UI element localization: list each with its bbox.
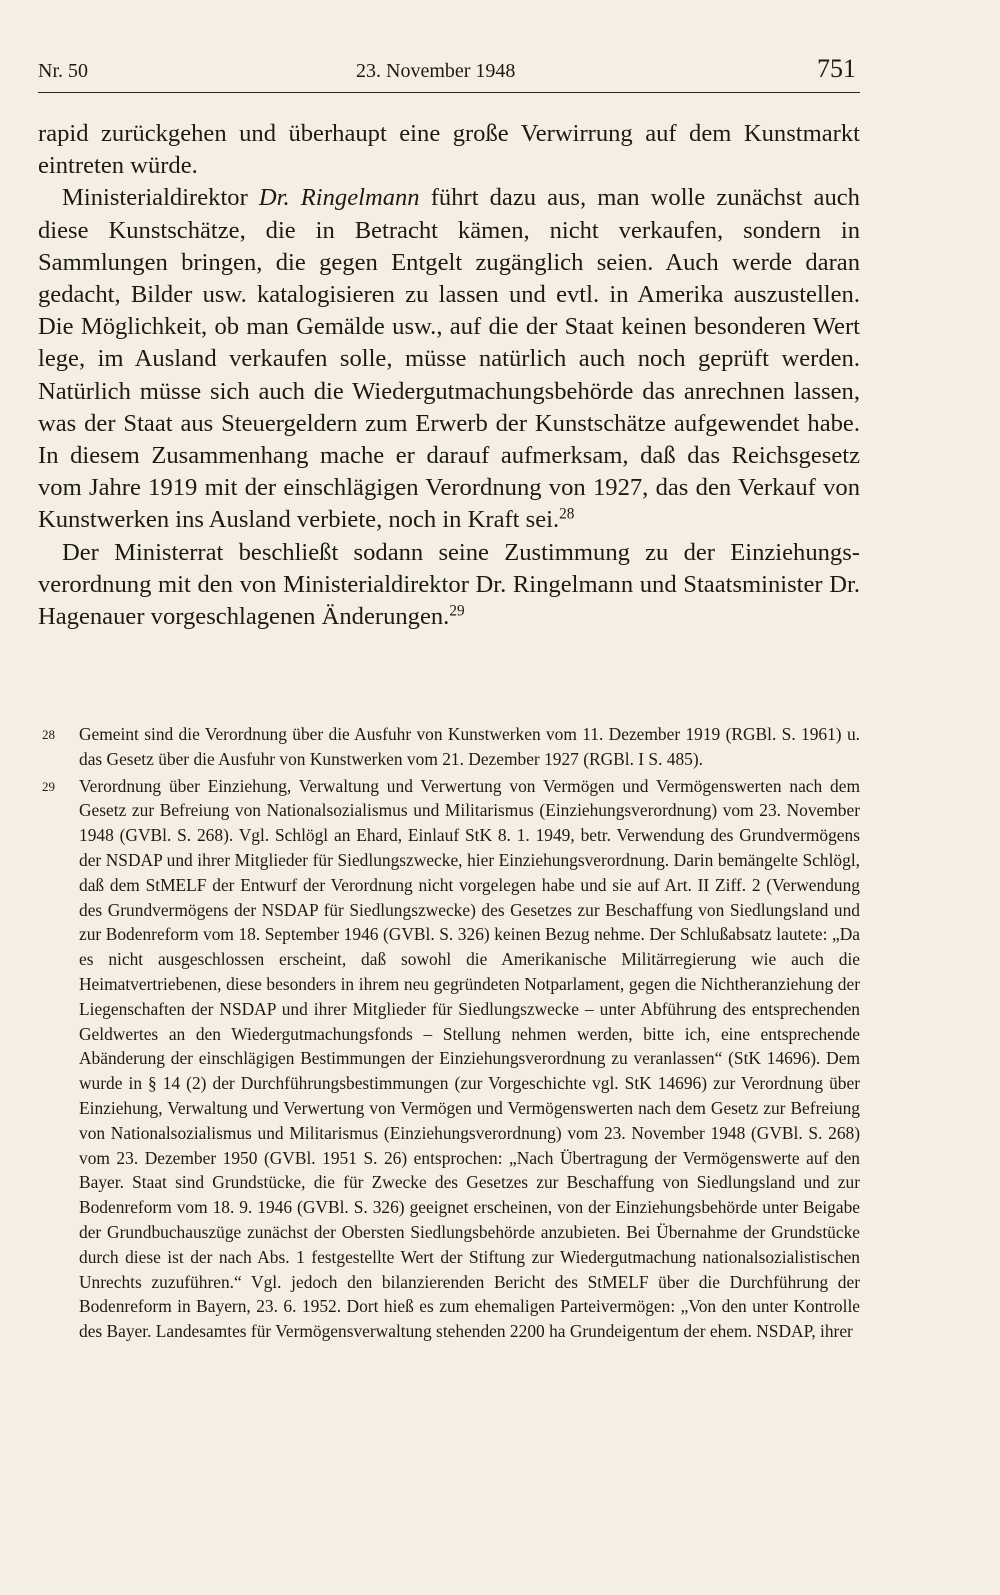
footnote-number: 28 bbox=[42, 727, 55, 742]
footnote-text: Verordnung über Einziehung, Verwaltung und Verwertung von Vermögen und Vermögenswerten nach dem Gesetz zur Befreiung von Nationalsozialismus und Militarismus (Einziehungsverordnung) vom 23. November 1948 (GVBl. S. 268). Vgl. Schlögl an Ehard, Einlauf StK 8. 1. 1949, betr. Verwendung des Grundvermögens der NSDAP und ihrer Mitglieder für Siedlungszwecke, hier Einziehungsverordnung. Darin bemängelte Schlögl, daß dem StMELF der Entwurf der Verordnung nicht vorgelegen habe und sie auf Art. II Ziff. 2 (Verwendung des Grundvermögens der NSDAP für Siedlungszwecke) des Gesetzes zur Beschaffung von Siedlungsland und zur Bodenreform vom 18. September 1946 (GVBl. S. 326) keinen Bezug nehme. Der Schlußabsatz lautete: „Da es nicht ausgeschlossen erscheint, daß sowohl die Amerikanische Militärregierung wie auch die Heimatvertriebenen, diese besonders in ihrem neu gegründeten Notparlament, gegen die Nichtheranziehung der Liegenschaften der NSDAP und ihrer Mitglieder für Siedlungszwecke – unter Abführung des entsprechenden Geldwertes an den Wiedergutmachungsfonds – Stellung nehmen werden, bitte ich, eine entsprechende Abänderung der einschlägigen Bestimmungen der Einziehungsverordnung zu veranlassen“ (StK 14696). Dem wurde in § 14 (2) der Durchführungsbestimmungen (zur Vorgeschichte vgl. StK 14696) zur Verordnung über Einziehung, Verwaltung und Verwertung von Vermögen und Vermögenswerten nach dem Gesetz zur Befreiung von Nationalsozialismus und Militarismus (Einziehungsverordnung) vom 23. November 1948 (GVBl. S. 268) vom 23. Dezember 1950 (GVBl. 1951 S. 26) entsprochen: „Nach Übertragung der Vermögenswerte auf den Bayer. Staat sind Grundstücke, die für Zwecke des Gesetzes zur Beschaffung von Siedlungsland und zur Bodenreform vom 18. 9. 1946 (GVBl. S. 326) geeignet erscheinen, von der Einziehungsbehörde unter Beigabe der Grundbuchauszüge zunächst der Obersten Siedlungsbehörde anzubieten. Bei Übernahme der Grundstücke durch diese ist der nach Abs. 1 festgestellte Wert der Stiftung zur Wiedergutmachung nationalsozialistischen Unrechts zuzuführen.“ Vgl. jedoch den bilanzierenden Bericht des StMELF über die Durchführung der Bodenreform in Bayern, 23. 6. 1952. Dort hieß es zum ehemaligen Parteivermögen: „Von den unter Kontrolle des Bayer. Landesamtes für Vermögensverwaltung stehenden 2200 ha Grundeigentum der ehem. NSDAP, ihrer bbox=[79, 775, 860, 1342]
footnote-ref-28[interactable]: 28 bbox=[559, 506, 575, 524]
paragraph-3 bbox=[38, 537, 860, 634]
paragraph-2-text: führt dazu aus, man wolle zunächst auch diese Kunstschätze, die in Betracht kämen, nicht verkaufen, sondern in Sammlungen bringen, die gegen Entgelt zugänglich seien. Auch werde daran gedacht, Bilder usw. katalogisieren zu lassen und evtl. in Amerika auszustellen. Die Möglichkeit, ob man Gemälde usw., auf die der Staat keinen besonderen Wert lege, im Ausland verkaufen solle, müsse natürlich auch noch geprüft werden. Natürlich müsse sich auch die Wiedergutmachungsbehörde das anrechnen lassen, was der Staat aus Steuergeldern zum Erwerb der Kunstschätze aufgewendet habe. In diesem Zusammenhang mache er darauf aufmerksam, daß das Reichsgesetz vom Jahre 1919 mit der einschlägigen Verordnung von 1927, das den Verkauf von Kunstwerken ins Ausland verbiete, noch in Kraft sei. bbox=[38, 184, 860, 534]
paragraph-3-text: Der Ministerrat beschließt sodann seine Zustimmung zu der Einziehungsverordnung mit den von Ministerialdirektor Dr. Ringelmann und Staatsminister Dr. Hagenauer vorgeschlagenen Änderungen. bbox=[38, 538, 860, 631]
paragraph-1: rapid zurückgehen und überhaupt eine große Verwirrung auf dem Kunstmarkt eintreten würde. bbox=[38, 120, 860, 180]
paragraph-2 bbox=[38, 182, 860, 536]
footnote-number: 29 bbox=[42, 778, 55, 794]
page-number: 751 bbox=[817, 54, 856, 83]
paragraph-2-intro: Ministerialdirektor bbox=[62, 184, 259, 212]
footnote-28 bbox=[42, 722, 860, 772]
footnotes bbox=[42, 722, 860, 1346]
issue-number: Nr. 50 bbox=[38, 60, 88, 82]
footnote-text: Gemeint sind die Verordnung über die Ausfuhr von Kunstwerken vom 11. Dezember 1919 (RGBl. S. 1961) u. das Gesetz über die Ausfuhr von Kunstwerken vom 21. Dezember 1927 (RGBl. I S. 485). bbox=[79, 724, 860, 769]
footnote-29 bbox=[42, 774, 860, 1344]
footnote-ref-29[interactable]: 29 bbox=[449, 602, 465, 620]
header-date: 23. November 1948 bbox=[356, 60, 516, 82]
speaker-name: Dr. Ringelmann bbox=[258, 184, 420, 212]
running-header bbox=[38, 52, 860, 93]
main-text bbox=[38, 118, 860, 633]
